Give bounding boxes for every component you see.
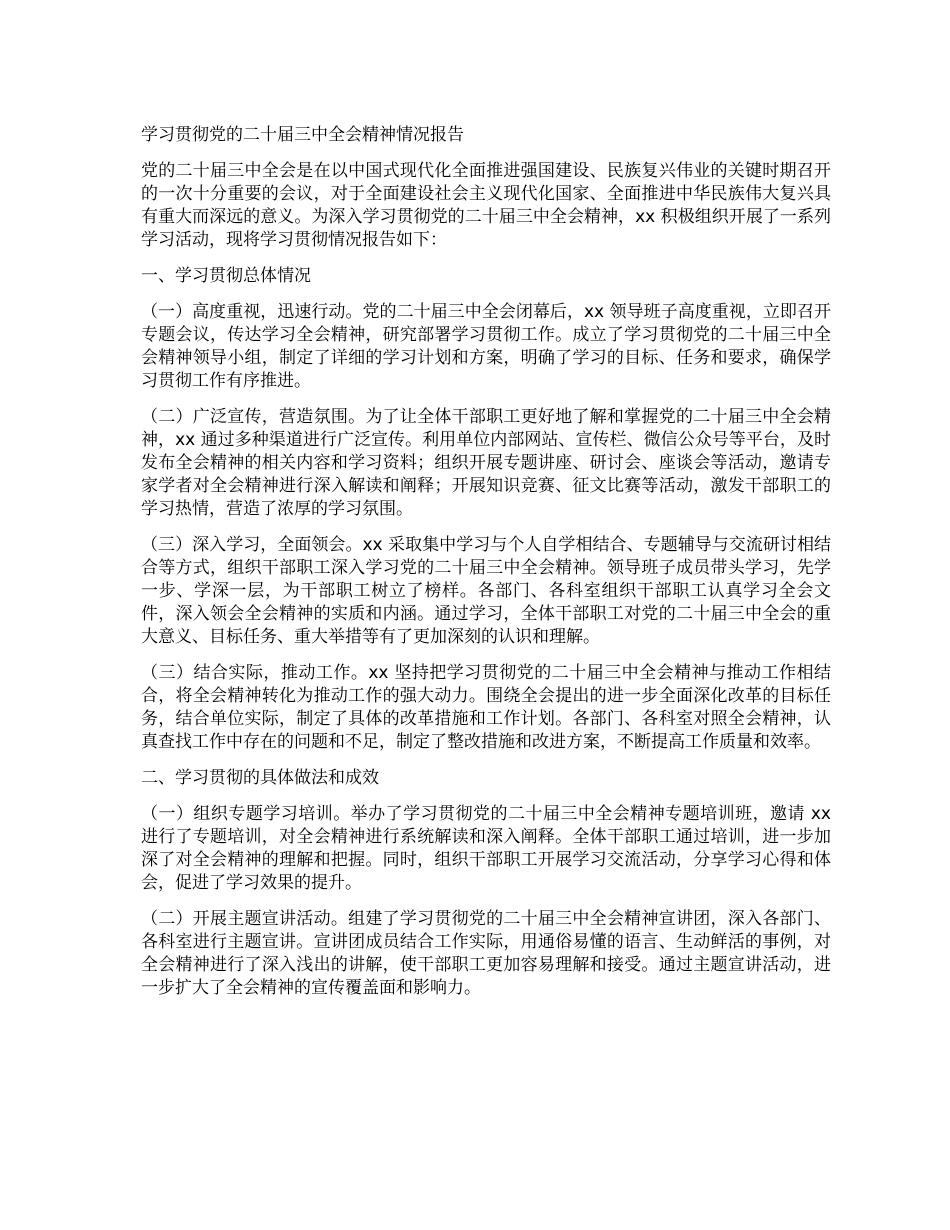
- section-1-heading: 一、学习贯彻总体情况: [141, 266, 311, 286]
- section-1-paragraph-1: （一）高度重视，迅速行动。党的二十届三中全会闭幕后，xx 领导班子高度重视，立即召开专题会议，传达学习全会精神，研究部署学习贯彻工作。成立了学习贯彻党的二十届三中全会精神领导小组，制定了详细的学习计划和方案，明确了学习的目标、任务和要求，确保学习贯彻工作有序推进。: [141, 302, 831, 391]
- section-2-heading: 二、学习贯彻的具体做法和成效: [141, 768, 379, 788]
- intro-paragraph: 党的二十届三中全会是在以中国式现代化全面推进强国建设、民族复兴伟业的关键时期召开的一次十分重要的会议，对于全面建设社会主义现代化国家、全面推进中华民族伟大复兴具有重大而深远的意义。为深入学习贯彻党的二十届三中全会精神，xx 积极组织开展了一系列学习活动，现将学习贯彻情况报告如下：: [141, 161, 831, 250]
- document-page: [141, 124, 831, 1013]
- document-title: 学习贯彻党的二十届三中全会精神情况报告: [141, 125, 464, 145]
- section-2-paragraph-1: （一）组织专题学习培训。举办了学习贯彻党的二十届三中全会精神专题培训班，邀请 xx 进行了专题培训，对全会精神进行系统解读和深入阐释。全体干部职工通过培训，进一步加深了对全会精神的理解和把握。同时，组织干部职工开展学习交流活动，分享学习心得和体会，促进了学习效果的提升。: [141, 804, 831, 893]
- section-1-paragraph-2: （二）广泛宣传，营造氛围。为了让全体干部职工更好地了解和掌握党的二十届三中全会精神，xx 通过多种渠道进行广泛宣传。利用单位内部网站、宣传栏、微信公众号等平台，及时发布全会精神的相关内容和学习资料；组织开展专题讲座、研讨会、座谈会等活动，邀请专家学者对全会精神进行深入解读和阐释；开展知识竞赛、征文比赛等活动，激发干部职工的学习热情，营造了浓厚的学习氛围。: [141, 407, 831, 519]
- section-2-paragraph-2: （二）开展主题宣讲活动。组建了学习贯彻党的二十届三中全会精神宣讲团，深入各部门、各科室进行主题宣讲。宣讲团成员结合工作实际，用通俗易懂的语言、生动鲜活的事例，对全会精神进行了深入浅出的讲解，使干部职工更加容易理解和接受。通过主题宣讲活动，进一步扩大了全会精神的宣传覆盖面和影响力。: [141, 909, 831, 998]
- section-1-paragraph-4: （三）结合实际，推动工作。xx 坚持把学习贯彻党的二十届三中全会精神与推动工作相结合，将全会精神转化为推动工作的强大动力。围绕全会提出的进一步全面深化改革的目标任务，结合单位实际，制定了具体的改革措施和工作计划。各部门、各科室对照全会精神，认真查找工作中存在的问题和不足，制定了整改措施和改进方案，不断提高工作质量和效率。: [141, 663, 831, 752]
- section-1-paragraph-3: （三）深入学习，全面领会。xx 采取集中学习与个人自学相结合、专题辅导与交流研讨相结合等方式，组织干部职工深入学习党的二十届三中全会精神。领导班子成员带头学习，先学一步、学深一层，为干部职工树立了榜样。各部门、各科室组织干部职工认真学习全会文件，深入领会全会精神的实质和内涵。通过学习，全体干部职工对党的二十届三中全会的重大意义、目标任务、重大举措等有了更加深刻的认识和理解。: [141, 535, 831, 647]
